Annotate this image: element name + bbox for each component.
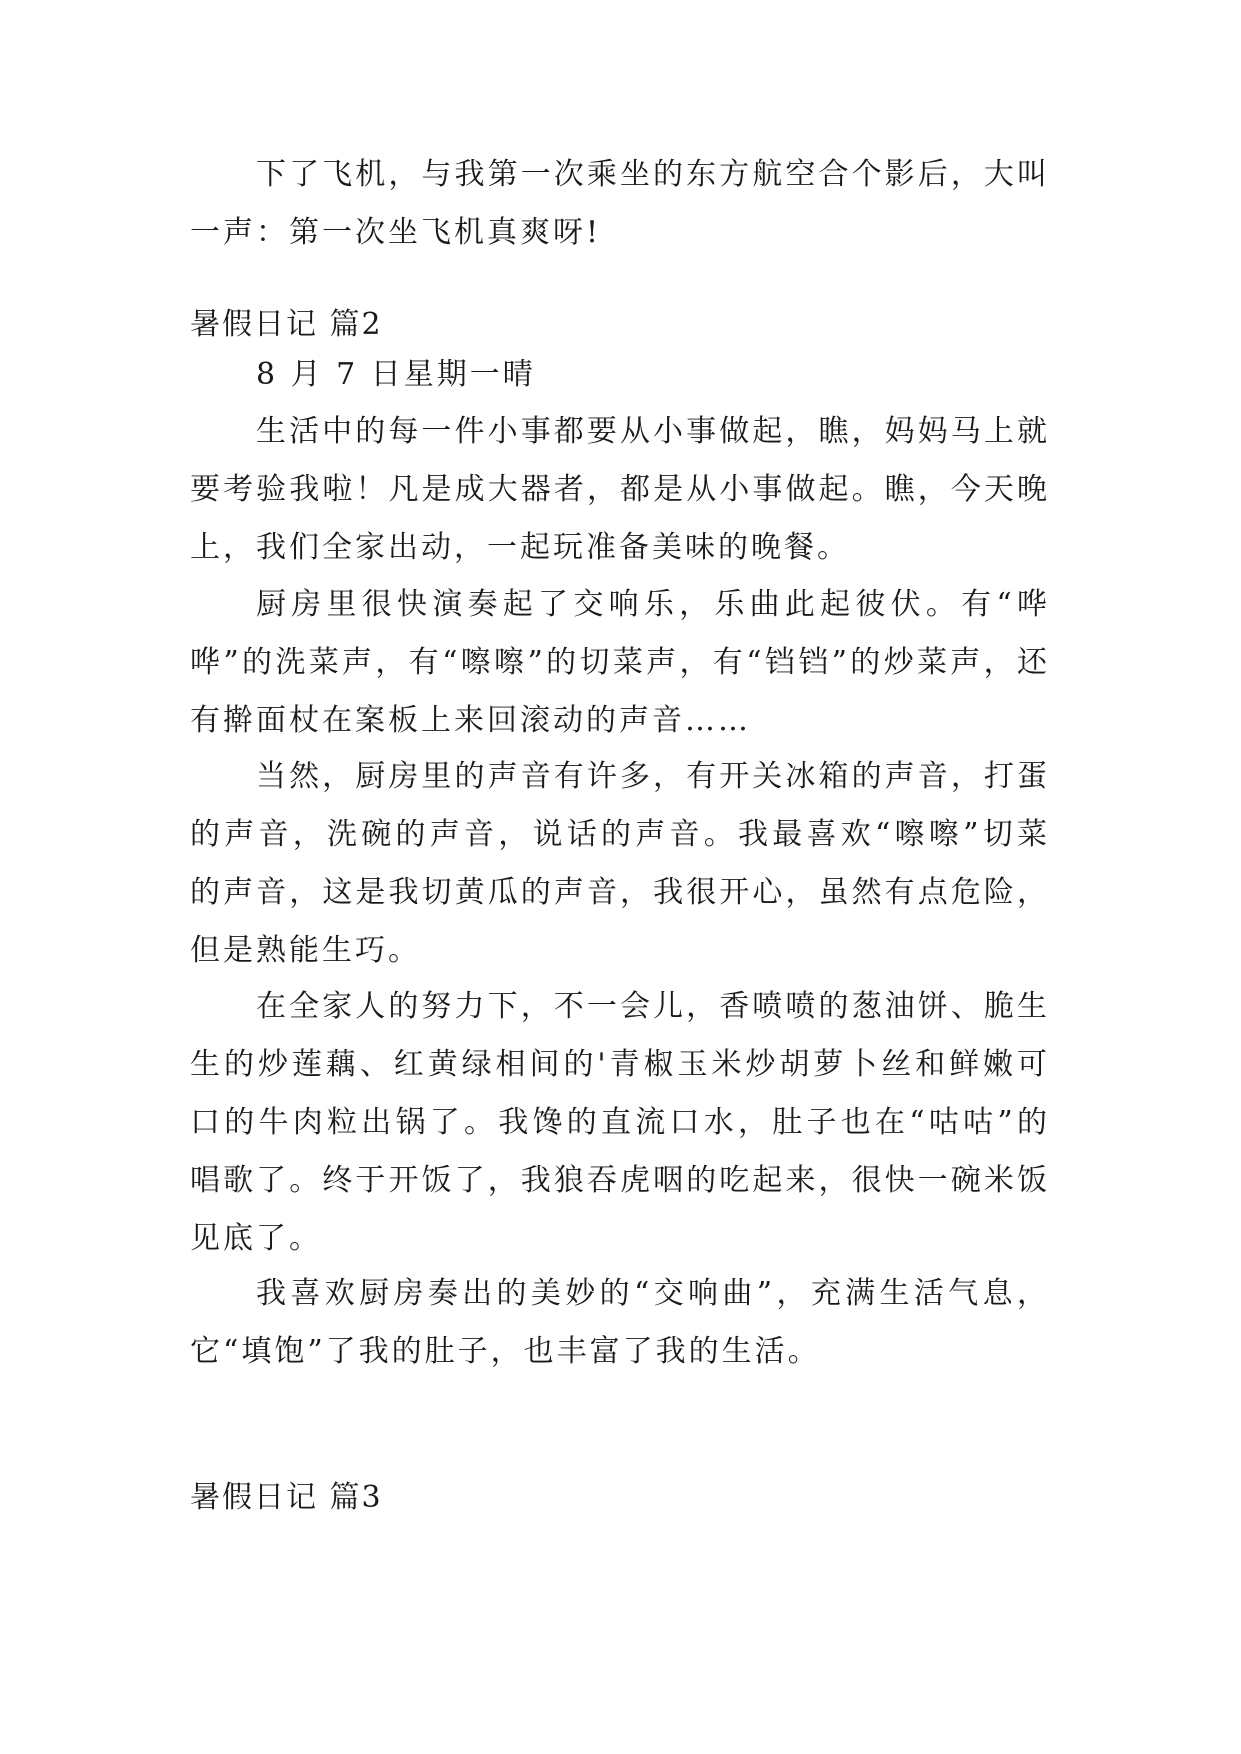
paragraph-1: 生活中的每一件小事都要从小事做起，瞧，妈妈马上就要考验我啦！凡是成大器者，都是从小事做起。瞧，今天晚上，我们全家出动，一起玩准备美味的晚餐。	[190, 414, 1050, 565]
paragraph-5: 我喜欢厨房奏出的美妙的“交响曲”，充满生活气息，它“填饱”了我的肚子，也丰富了我的生活。	[190, 1276, 1050, 1369]
date-line: 8 月 7 日星期一晴	[256, 357, 536, 392]
section-heading-3: 暑假日记 篇3	[190, 1480, 383, 1515]
section-heading-2: 暑假日记 篇2	[190, 307, 383, 342]
paragraph-4: 在全家人的努力下，不一会儿，香喷喷的葱油饼、脆生生的炒莲藕、红黄绿相间的'青椒玉米炒胡萝卜丝和鲜嫩可口的牛肉粒出锅了。我馋的直流口水，肚子也在“咕咕”的唱歌了。终于开饭了，我狼吞虎咽的吃起来，很快一碗米饭见底了。	[190, 989, 1050, 1256]
paragraph-3: 当然，厨房里的声音有许多，有开关冰箱的声音，打蛋的声音，洗碗的声音，说话的声音。我最喜欢“嚓嚓”切菜的声音，这是我切黄瓜的声音，我很开心，虽然有点危险，但是熟能生巧。	[190, 759, 1050, 968]
paragraph-intro: 下了飞机，与我第一次乘坐的东方航空合个影后，大叫一声：第一次坐飞机真爽呀!	[190, 157, 1050, 250]
paragraph-2: 厨房里很快演奏起了交响乐，乐曲此起彼伏。有“哗哗”的洗菜声，有“嚓嚓”的切菜声，有“铛铛”的炒菜声，还有擀面杖在案板上来回滚动的声音……	[190, 587, 1050, 738]
